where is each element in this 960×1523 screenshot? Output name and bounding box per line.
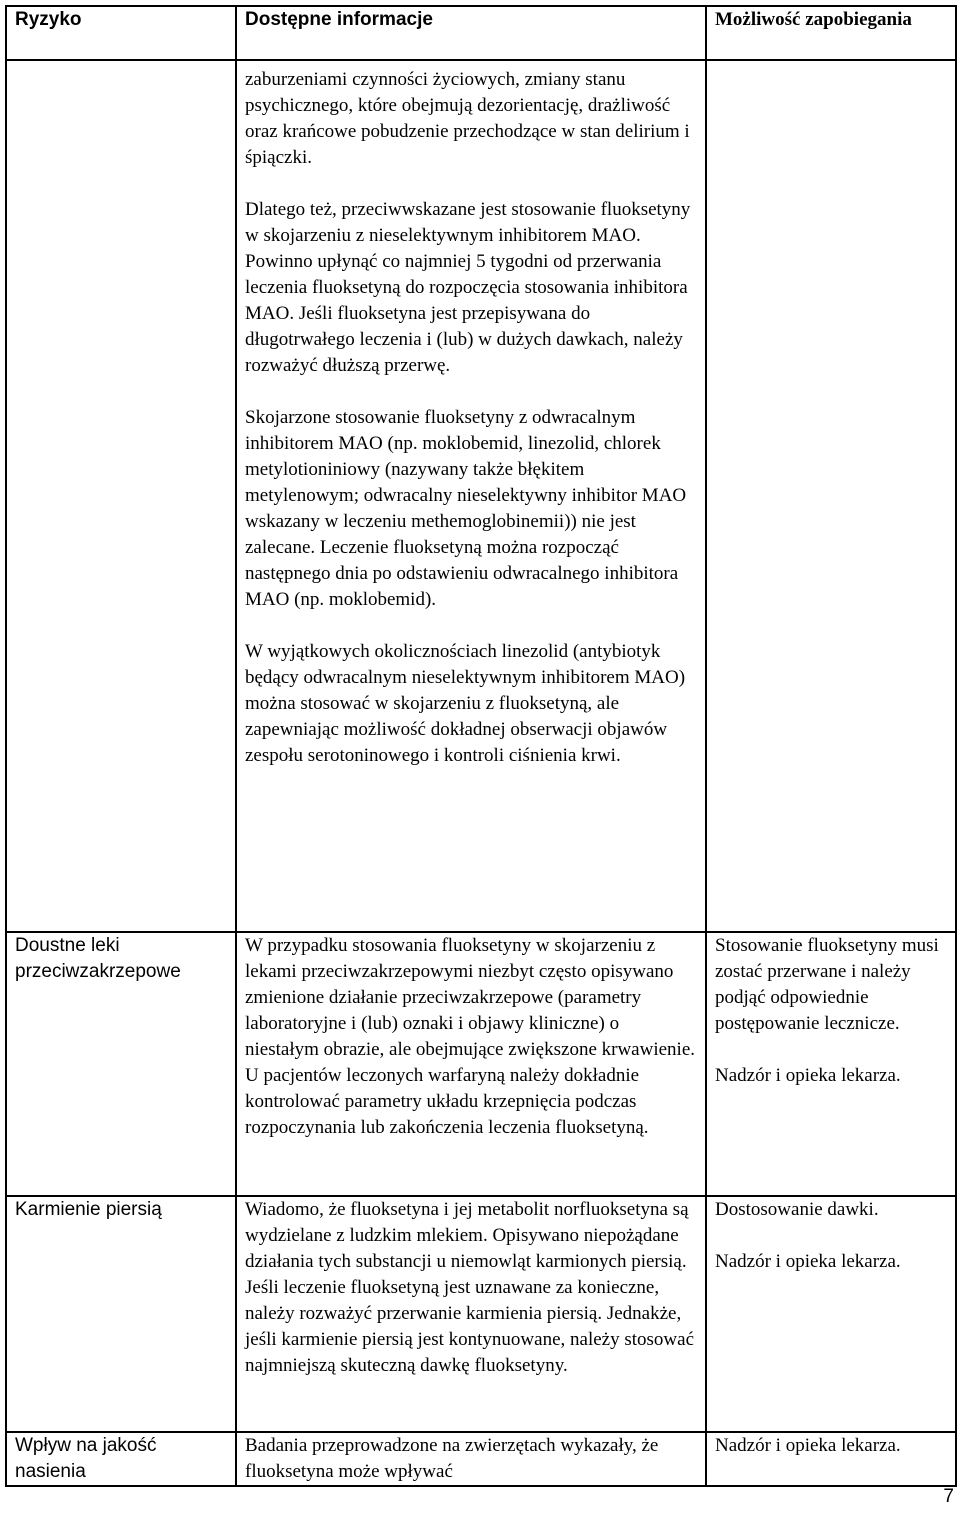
risk-cell-anticoagulants: Doustne leki przeciwzakrzepowe	[6, 932, 236, 1196]
info-paragraph: W wyjątkowych okolicznościach linezolid (antybiotyk będący odwracalnym nieselektywnym inhibitorem MAO) można stosować w skojarzeniu z fluoksetyną, ale zapewniając możliwość dokładnej obserwacji objawów zespołu serotoninowego i kontroli ciśnienia krwi.	[245, 641, 686, 766]
risk-cell-semen-quality: Wpływ na jakość nasienia	[6, 1432, 236, 1486]
header-row	[6, 6, 956, 60]
table-row-breastfeeding	[6, 1196, 956, 1432]
info-cell-anticoagulants: W przypadku stosowania fluoksetyny w skojarzeniu z lekami przeciwzakrzepowymi niezbyt często opisywano zmienione działanie przeciwzakrzepowe (parametry laboratoryjne i (lub) oznaki i objawy kliniczne) o niestałym obrazie, ale obejmujące zwiększone krwawienie. U pacjentów leczonych warfaryną należy dokładnie kontrolować parametry układu krzepnięcia podczas rozpoczynania lub zakończenia leczenia fluoksetyną.	[236, 932, 706, 1196]
prevention-text: Nadzór i opieka lekarza.	[715, 1435, 901, 1456]
prevention-cell-empty	[706, 60, 956, 932]
prevention-cell-semen-quality	[706, 1432, 956, 1486]
info-cell-continued	[236, 60, 706, 932]
prevention-text: Nadzór i opieka lekarza.	[715, 1251, 901, 1272]
info-paragraph: Dlatego też, przeciwwskazane jest stosowanie fluoksetyny w skojarzeniu z nieselektywnym inhibitorem MAO. Powinno upłynąć co najmniej 5 tygodni od przerwania leczenia fluoksetyną do rozpoczęcia stosowania inhibitora MAO. Jeśli fluoksetyna jest przepisywana do długotrwałego leczenia i (lub) w dużych dawkach, należy rozważyć dłuższą przerwę.	[245, 199, 691, 376]
prevention-text: Stosowanie fluoksetyny musi zostać przerwane i należy podjąć odpowiednie postępowanie lecznicze.	[715, 935, 939, 1034]
risk-cell-empty	[6, 60, 236, 932]
header-risk: Ryzyko	[6, 6, 236, 60]
info-paragraph: Skojarzone stosowanie fluoksetyny z odwracalnym inhibitorem MAO (np. moklobemid, linezolid, chlorek metylotioniniowy (nazywany także błękitem metylenowym; odwracalny nieselektywny inhibitor MAO wskazany w leczeniu methemoglobinemii)) nie jest zalecane. Leczenie fluoksetyną można rozpocząć następnego dnia po odstawieniu odwracalnego inhibitora MAO (np. moklobemid).	[245, 407, 687, 610]
prevention-cell-anticoagulants	[706, 932, 956, 1196]
header-prevention: Możliwość zapobiegania	[706, 6, 956, 60]
prevention-cell-breastfeeding	[706, 1196, 956, 1432]
info-paragraph: zaburzeniami czynności życiowych, zmiany stanu psychicznego, które obejmują dezorientację, drażliwość oraz krańcowe pobudzenie przechodzące w stan delirium i śpiączki.	[245, 69, 690, 168]
table-row-continued	[6, 60, 956, 932]
info-cell-breastfeeding: Wiadomo, że fluoksetyna i jej metabolit norfluoksetyna są wydzielane z ludzkim mlekiem. Opisywano niepożądane działania tych substancji u niemowląt karmionych piersią. Jeśli leczenie fluoksetyną jest uznawane za konieczne, należy rozważyć przerwanie karmienia piersią. Jednakże, jeśli karmienie piersią jest kontynuowane, należy stosować najmniejszą skuteczną dawkę fluoksetyny.	[236, 1196, 706, 1432]
page-number: 7	[943, 1486, 954, 1507]
info-cell-semen-quality: Badania przeprowadzone na zwierzętach wykazały, że fluoksetyna może wpływać	[236, 1432, 706, 1486]
prevention-text: Dostosowanie dawki.	[715, 1199, 879, 1220]
header-info: Dostępne informacje	[236, 6, 706, 60]
table-row-anticoagulants	[6, 932, 956, 1196]
risk-table	[5, 5, 957, 1487]
table-row-semen-quality	[6, 1432, 956, 1486]
prevention-text: Nadzór i opieka lekarza.	[715, 1065, 901, 1086]
risk-cell-breastfeeding: Karmienie piersią	[6, 1196, 236, 1432]
